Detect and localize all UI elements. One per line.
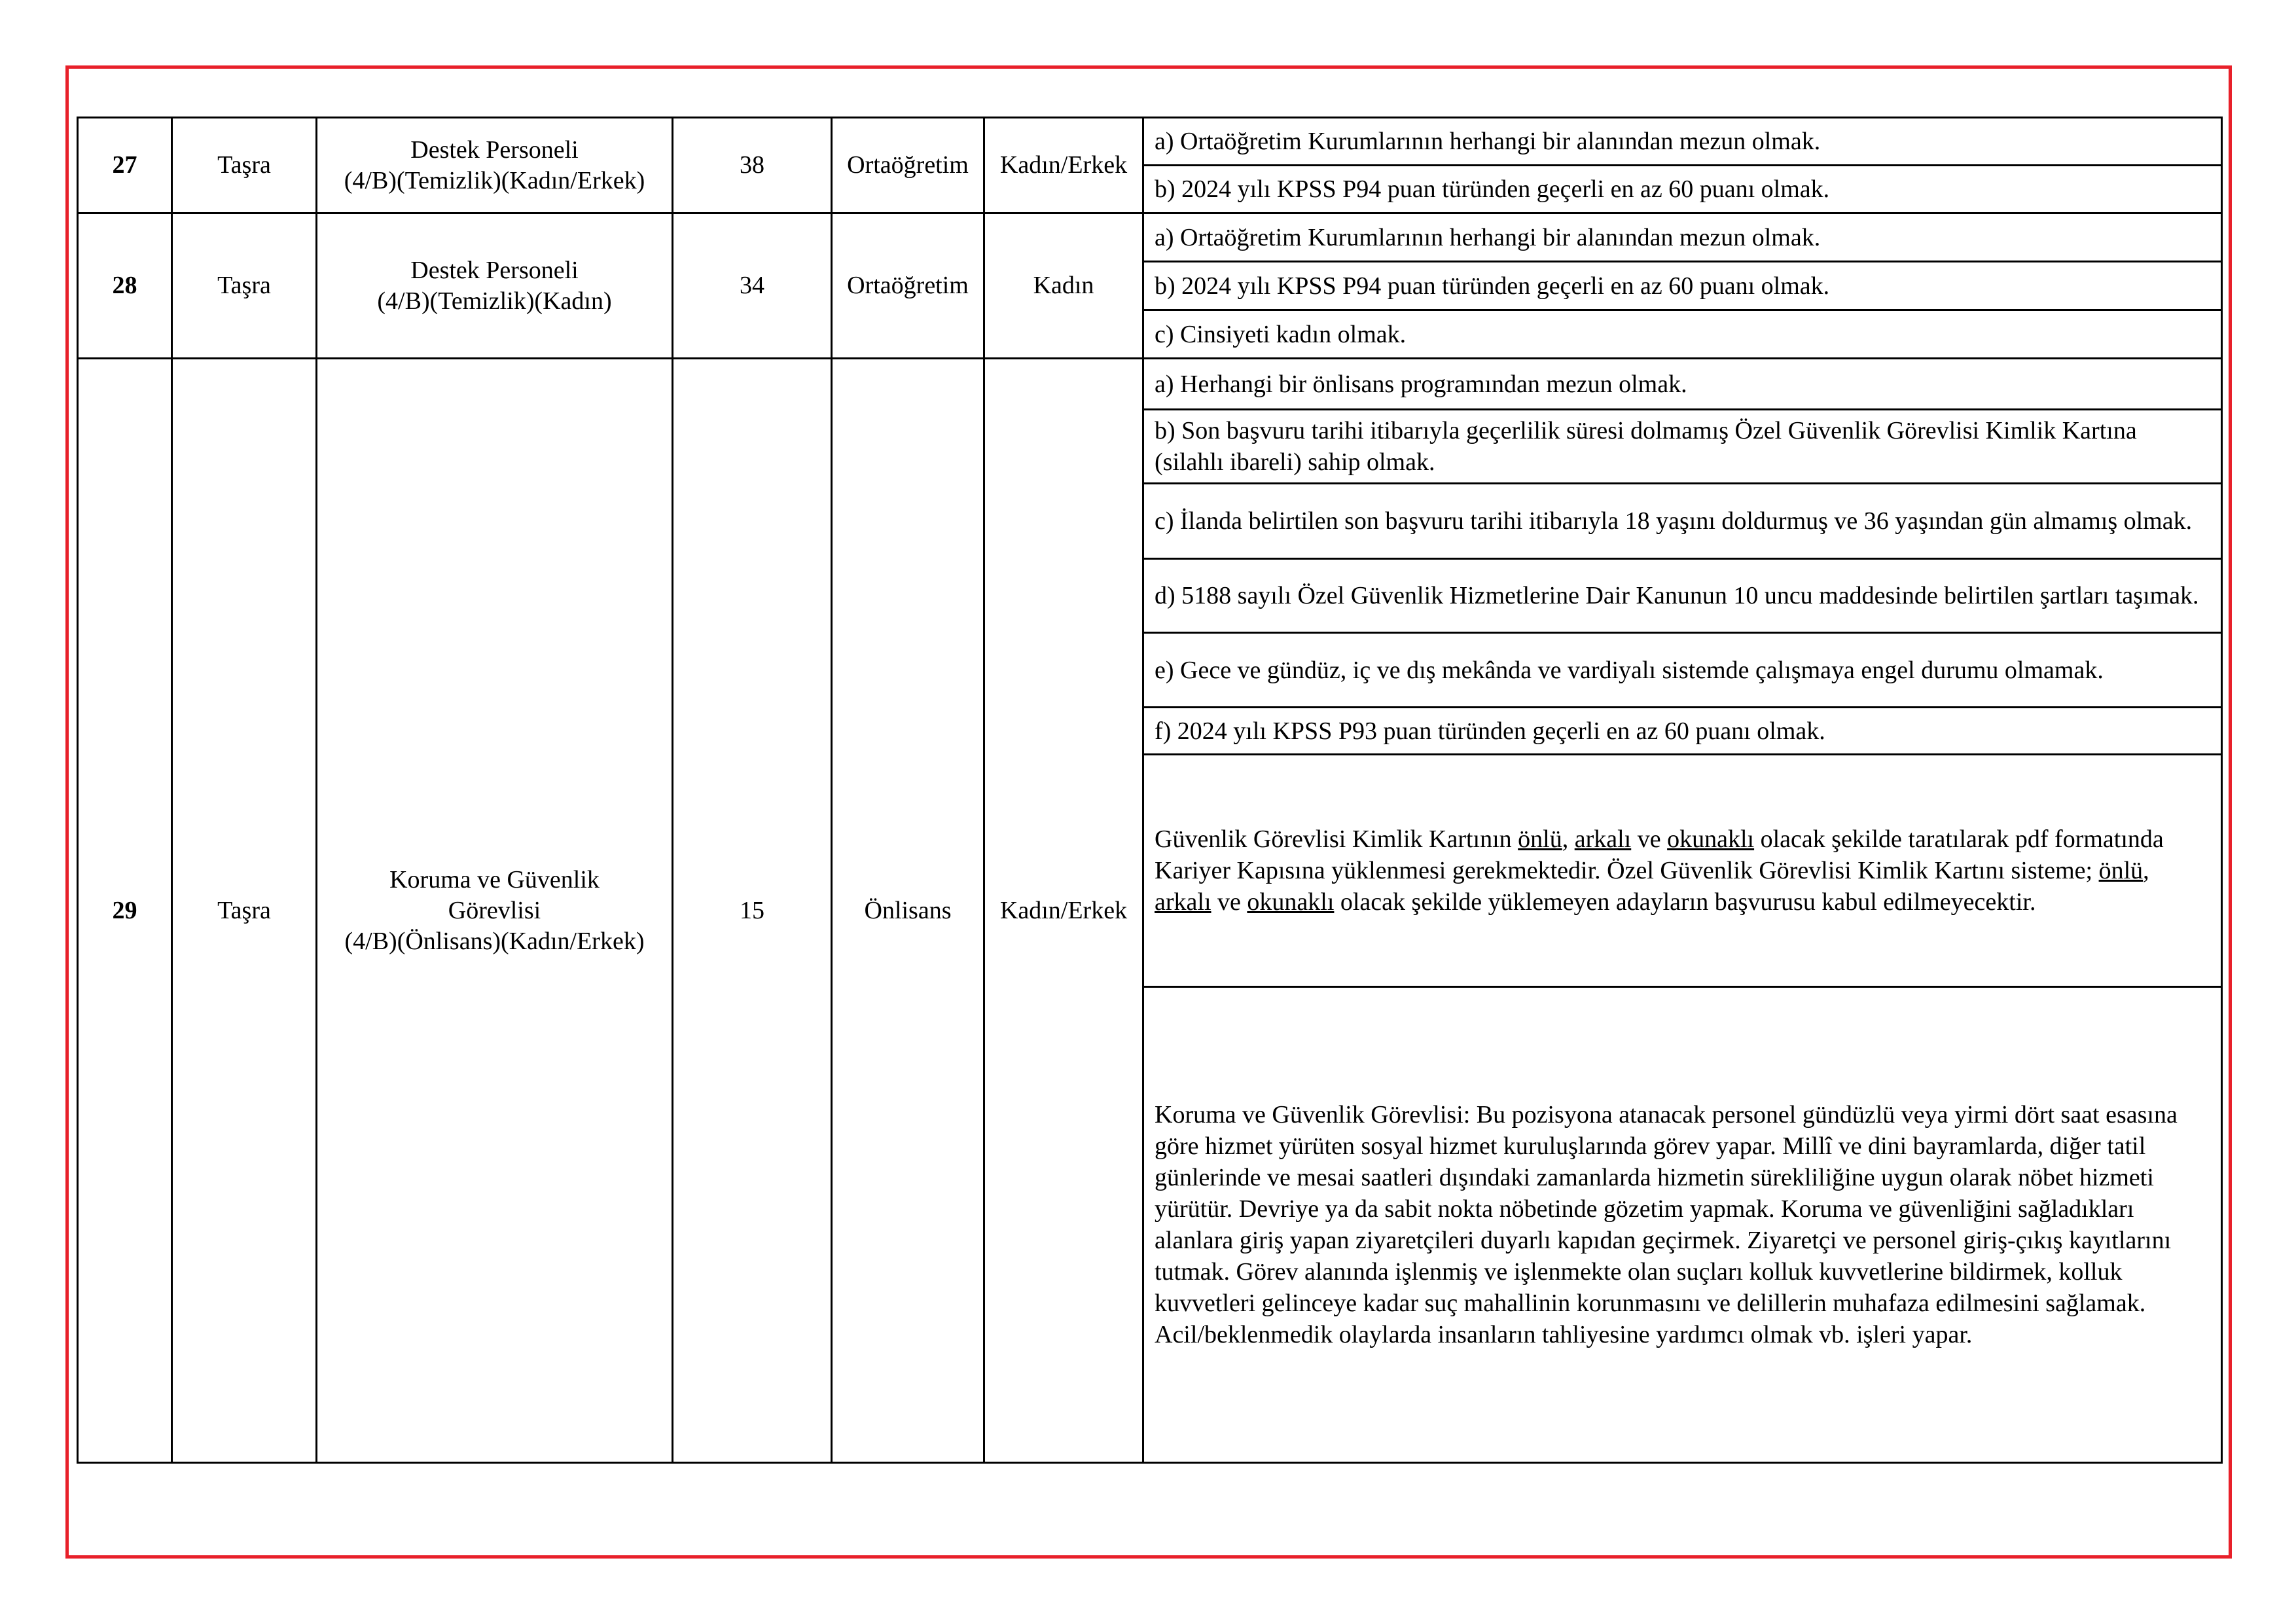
requirement-item: a) Herhangi bir önlisans programından mezun olmak.: [1142, 357, 2223, 410]
gender-cell: Kadın/Erkek: [983, 117, 1144, 214]
position-title-line: (4/B)(Temizlik)(Kadın/Erkek): [344, 166, 645, 194]
row-number: 27: [77, 117, 173, 214]
requirement-item: b) 2024 yılı KPSS P94 puan türünden geçerli en az 60 puanı olmak.: [1142, 164, 2223, 214]
position-title-line: Görevlisi: [448, 896, 541, 924]
requirement-item: f) 2024 yılı KPSS P93 puan türünden geçerli en az 60 puanı olmak.: [1142, 706, 2223, 755]
position-title-line: (4/B)(Temizlik)(Kadın): [377, 287, 612, 315]
row-number: 29: [77, 357, 173, 1464]
position-title-line: Koruma ve Güvenlik: [389, 865, 600, 893]
position-title-cell: [315, 117, 673, 214]
position-title-cell: [315, 212, 673, 359]
location-cell: Taşra: [171, 212, 317, 359]
position-title-line: Destek Personeli: [410, 135, 579, 164]
position-title-line: Destek Personeli: [410, 256, 579, 284]
requirement-item: c) Cinsiyeti kadın olmak.: [1142, 309, 2223, 359]
count-cell: 34: [672, 212, 833, 359]
requirement-item: e) Gece ve gündüz, iç ve dış mekânda ve vardiyalı sistemde çalışmaya engel durumu olmamak.: [1142, 632, 2223, 708]
requirement-item: c) İlanda belirtilen son başvuru tarihi itibarıyla 18 yaşını doldurmuş ve 36 yaşından gün almamış olmak.: [1142, 482, 2223, 560]
row-number: 28: [77, 212, 173, 359]
education-cell: Ortaöğretim: [831, 117, 985, 214]
requirement-item: a) Ortaöğretim Kurumlarının herhangi bir alanından mezun olmak.: [1142, 117, 2223, 166]
position-title-line: (4/B)(Önlisans)(Kadın/Erkek): [344, 927, 645, 955]
positions-table: [77, 117, 2223, 1464]
position-title-cell: [315, 357, 673, 1464]
education-cell: Ortaöğretim: [831, 212, 985, 359]
requirement-item: d) 5188 sayılı Özel Güvenlik Hizmetlerine Dair Kanunun 10 uncu maddesinde belirtilen şartları taşımak.: [1142, 558, 2223, 634]
job-description: Koruma ve Güvenlik Görevlisi: Bu pozisyona atanacak personel gündüzlü veya yirmi dört saat esasına göre hizmet yürüten sosyal hizmet kuruluşlarında görev yapar. Millî ve dini bayramlarda, diğer tatil günlerinde ve mesai saatleri dışındaki zamanlarda hizmetin sürekliliğine uygun olarak nöbet hizmeti yürütür. Devriye ya da sabit nokta nöbetinde gözetim yapmak. Koruma ve güvenliğini sağladıkları alanlara giriş yapan ziyaretçileri duyarlı kapıdan geçirmek. Ziyaretçi ve personel giriş-çıkış kayıtlarını tutmak. Görev alanında işlenmiş ve işlenmekte olan suçları kolluk kuvvetlerine bildirmek, kolluk kuvvetleri gelinceye kadar suç mahallinin korunmasını ve delillerin muhafaza edilmesini sağlamak. Acil/beklenmedik olaylarda insanların tahliyesine yardımcı olmak vb. işleri yapar.: [1142, 986, 2223, 1464]
location-cell: Taşra: [171, 357, 317, 1464]
requirement-item: a) Ortaöğretim Kurumlarının herhangi bir alanından mezun olmak.: [1142, 212, 2223, 262]
count-cell: 15: [672, 357, 833, 1464]
gender-cell: Kadın/Erkek: [983, 357, 1144, 1464]
requirement-item: b) 2024 yılı KPSS P94 puan türünden geçerli en az 60 puanı olmak.: [1142, 261, 2223, 311]
location-cell: Taşra: [171, 117, 317, 214]
gender-cell: Kadın: [983, 212, 1144, 359]
requirement-item: b) Son başvuru tarihi itibarıyla geçerlilik süresi dolmamış Özel Güvenlik Görevlisi Kimlik Kartına (silahlı ibareli) sahip olmak.: [1142, 408, 2223, 484]
count-cell: 38: [672, 117, 833, 214]
id-card-upload-note: Güvenlik Görevlisi Kimlik Kartının önlü, arkalı ve okunaklı olacak şekilde taratılarak pdf formatında Kariyer Kapısına yüklenmesi gerekmektedir. Özel Güvenlik Görevlisi Kimlik Kartını sisteme; önlü, arkalı ve okunaklı olacak şekilde yüklemeyen adayların başvurusu kabul edilmeyecektir.: [1142, 753, 2223, 988]
education-cell: Önlisans: [831, 357, 985, 1464]
